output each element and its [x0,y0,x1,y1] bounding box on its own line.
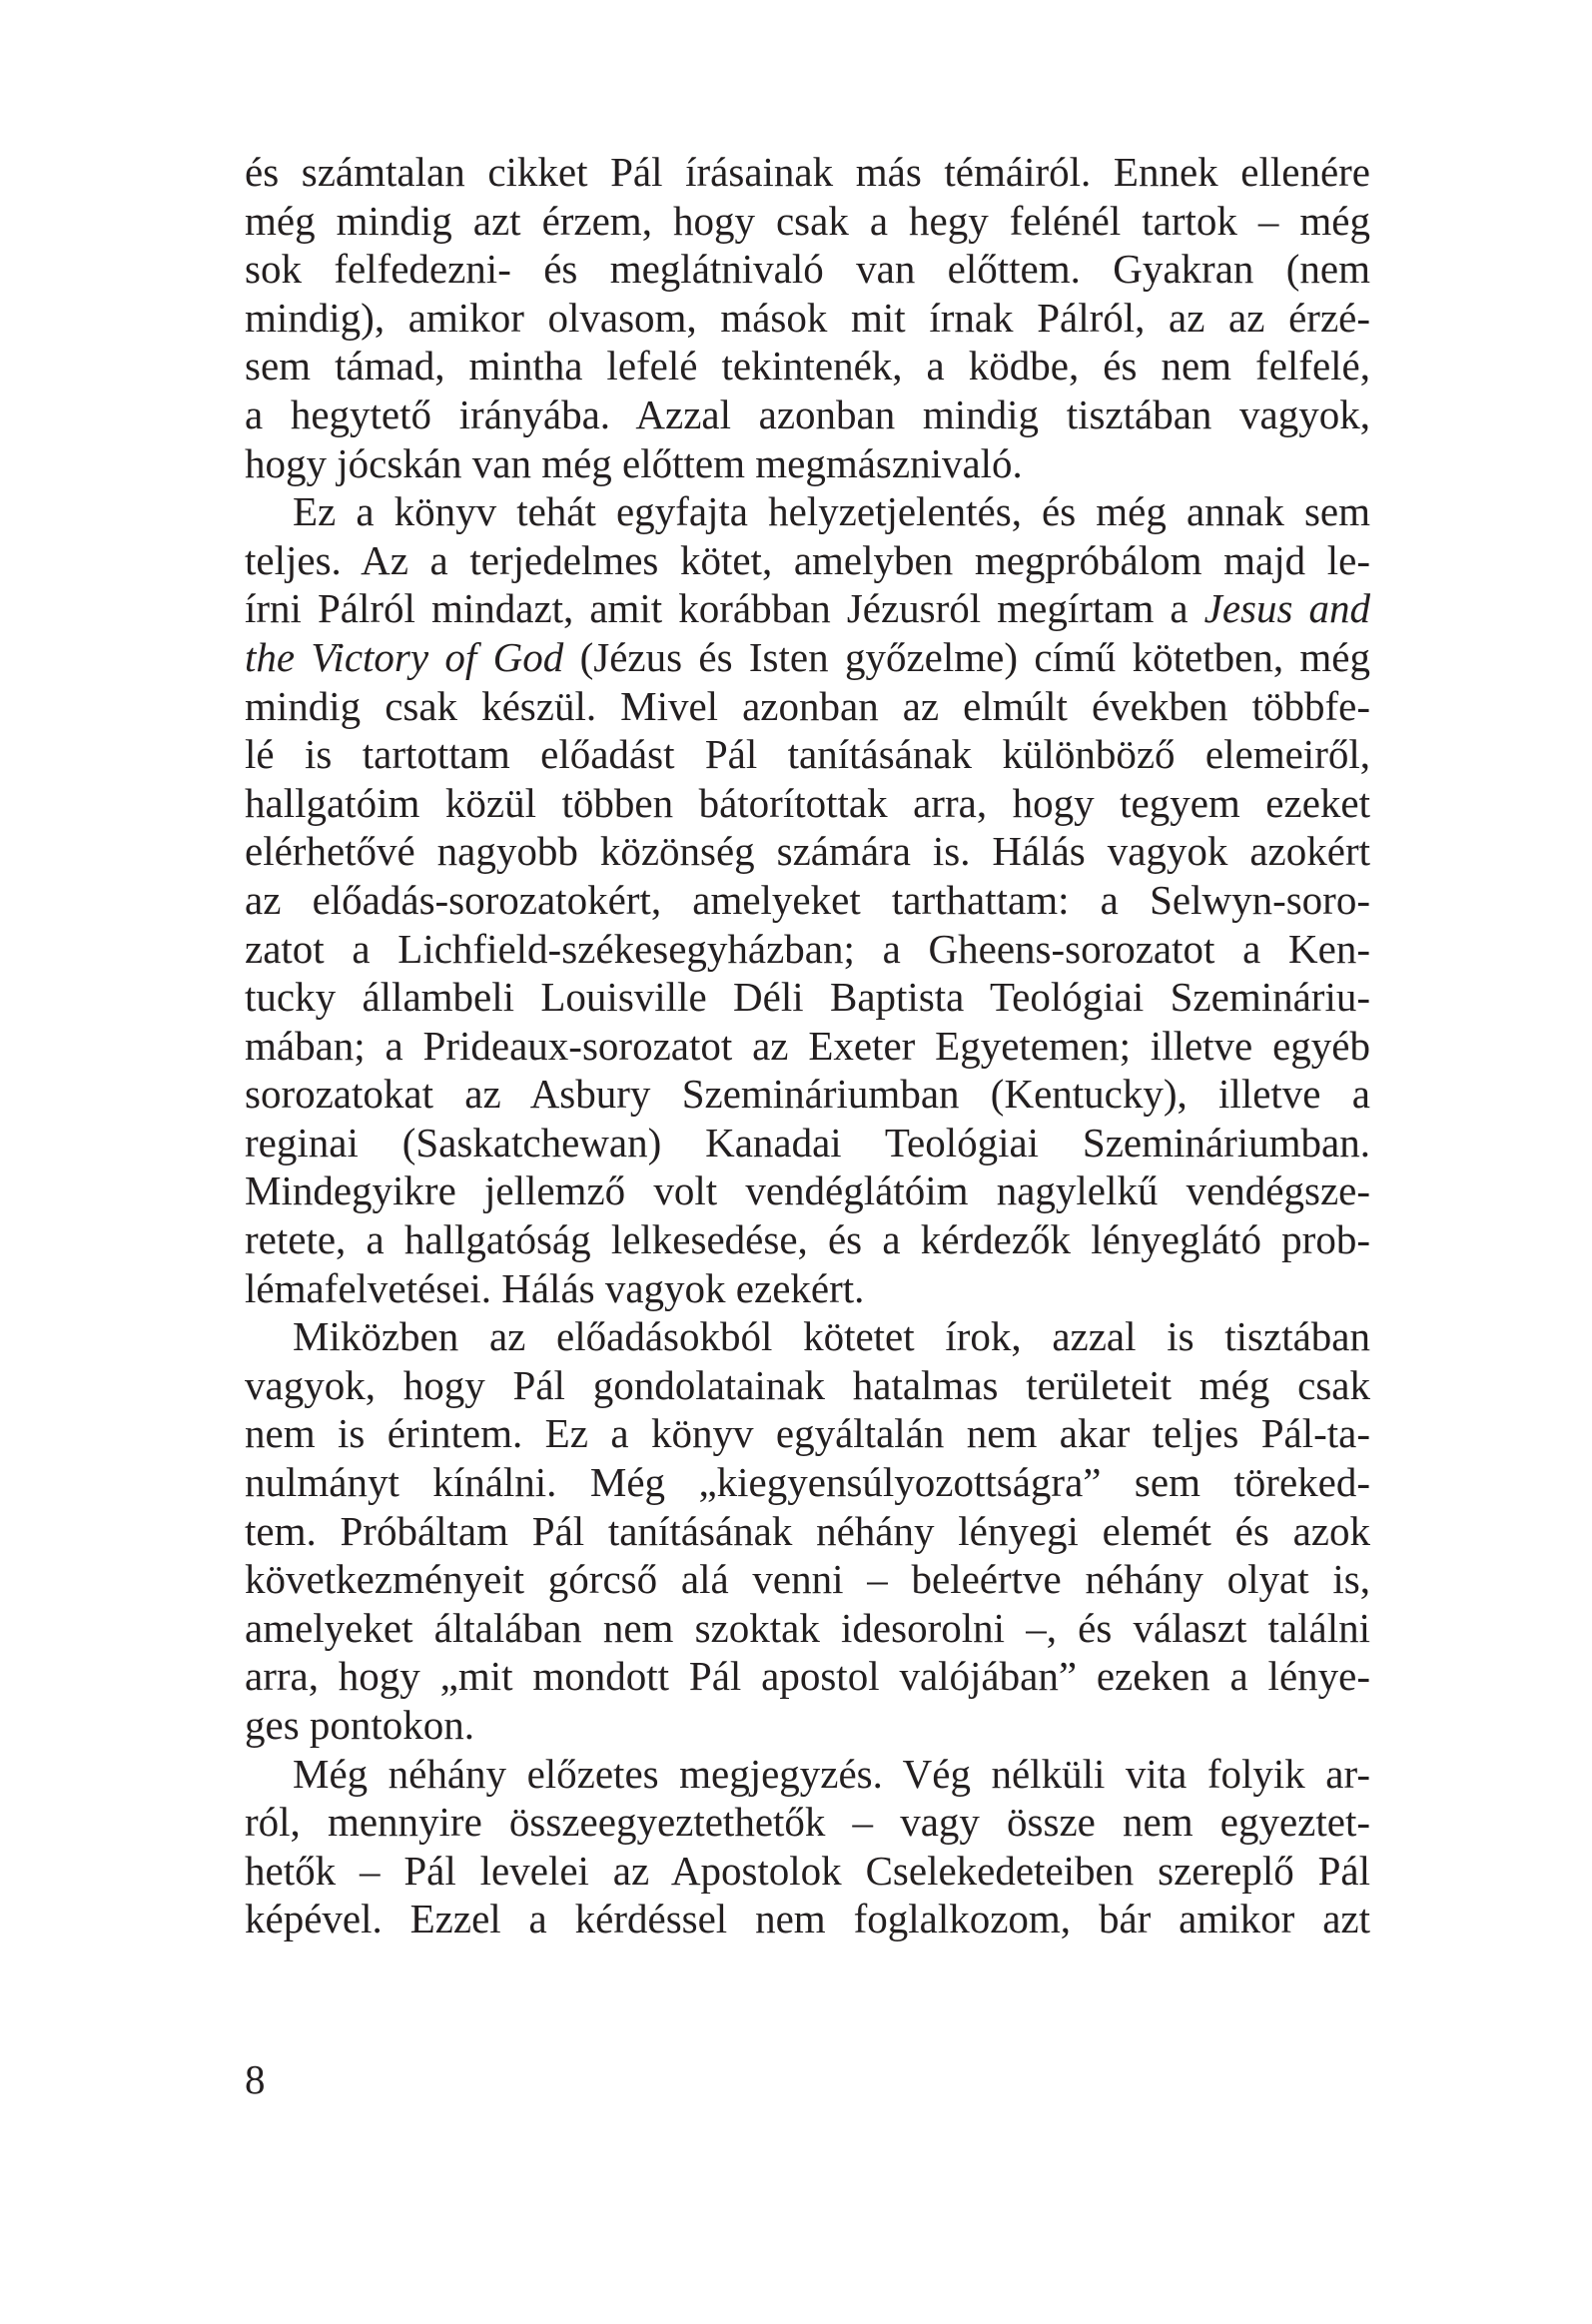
line-text: lé is tartottam előadást Pál tanításának különböző elemeiről, [245,731,1370,778]
line-text: amelyeket általában nem szoktak idesorolni –, és választ találni [245,1604,1370,1651]
line-text: mában; a Prideaux-sorozatot az Exeter Egyetemen; illetve egyéb [245,1022,1370,1069]
line-text: hallgatóim közül többen bátorítottak arra, hogy tegyem ezeket [245,779,1370,826]
text-line [245,633,1370,682]
text-line [245,197,1370,246]
text-line [245,1507,1370,1556]
text-line [245,1798,1370,1847]
text-line [245,1166,1370,1215]
line-text: és számtalan cikket Pál írásainak más témáiról. Ennek ellenére [245,149,1370,195]
text-line [245,1458,1370,1507]
text-line [245,1264,1370,1313]
page-number: 8 [245,2056,266,2102]
text-line [245,973,1370,1022]
text-line [245,294,1370,343]
line-text: retete, a hallgatóság lelkesedése, és a kérdezők lényeglátó prob- [245,1216,1370,1263]
text-line [245,342,1370,390]
text-line [245,245,1370,294]
text-line [245,1119,1370,1167]
text-line [245,1895,1370,1943]
text-line [245,925,1370,974]
line-text: mindig), amikor olvasom, mások mit írnak Pálról, az az érzé- [245,294,1370,341]
text-line [245,1847,1370,1896]
italic-title-text: the Victory of God [245,633,564,680]
line-text: az előadás-sorozatokért, amelyeket tarthattam: a Selwyn-soro- [245,876,1370,923]
line-text: tucky állambeli Louisville Déli Baptista Teológiai Szemináriu- [245,974,1370,1021]
line-text: arra, hogy „mit mondott Pál apostol valójában” ezeken a lénye- [245,1653,1370,1700]
line-text: (Jézus és Isten győzelme) című kötetben, még [563,633,1370,680]
text-line [245,1022,1370,1071]
text-line [245,1604,1370,1653]
text-line [245,1555,1370,1604]
text-line [245,1750,1370,1799]
line-text: vagyok, hogy Pál gondolatainak hatalmas területeit még csak [245,1361,1370,1408]
text-line [245,1409,1370,1458]
text-line [245,487,1370,536]
line-text: még mindig azt érzem, hogy csak a hegy felénél tartok – még [245,197,1370,244]
line-text: Még néhány előzetes megjegyzés. Vég nélküli vita folyik ar- [293,1750,1370,1797]
text-line [245,1361,1370,1410]
line-text: hetők – Pál levelei az Apostolok Cselekedeteiben szereplő Pál [245,1847,1370,1894]
text-line [245,148,1370,197]
line-text: Ez a könyv tehát egyfajta helyzetjelentés, és még annak sem [293,488,1370,535]
line-text: lémafelvetései. Hálás vagyok ezekért. [245,1264,865,1311]
line-text: Mindegyikre jellemző volt vendéglátóim nagylelkű vendégsze- [245,1167,1370,1214]
line-text: sem támad, mintha lefelé tekintenék, a ködbe, és nem felfelé, [245,343,1370,389]
line-text: Miközben az előadásokból kötetet írok, azzal is tisztában [293,1313,1370,1360]
line-text: sok felfedezni- és meglátnivaló van előttem. Gyakran (nem [245,246,1370,293]
text-line [245,1652,1370,1701]
text-line [245,1215,1370,1264]
text-line [245,1312,1370,1361]
text-line [245,827,1370,876]
line-text: következményeit górcső alá venni – beleértve néhány olyat is, [245,1556,1370,1603]
text-line [245,876,1370,925]
text-line [245,779,1370,828]
text-line [245,390,1370,439]
text-line [245,584,1370,633]
italic-title-text: Jesus and [1203,585,1370,632]
line-text: reginai (Saskatchewan) Kanadai Teológiai Szemináriumban. [245,1119,1370,1165]
line-text: tem. Próbáltam Pál tanításának néhány lényegi elemét és azok [245,1507,1370,1554]
text-line [245,1701,1370,1750]
line-text: képével. Ezzel a kérdéssel nem foglalkozom, bár amikor azt [245,1896,1370,1942]
line-text: mindig csak készül. Mivel azonban az elmúlt években többfe- [245,682,1370,729]
line-text: írni Pálról mindazt, amit korábban Jézusról megírtam a [245,585,1204,632]
line-text: a hegytető irányába. Azzal azonban mindig tisztában vagyok, [245,390,1370,437]
text-line [245,1070,1370,1119]
line-text: ges pontokon. [245,1702,475,1748]
line-text: nulmányt kínálni. Még „kiegyensúlyozottságra” sem töreked- [245,1459,1370,1506]
line-text: zatot a Lichfield-székesegyházban; a Gheens-sorozatot a Ken- [245,925,1370,972]
text-line [245,536,1370,585]
line-text: ról, mennyire összeegyeztethetők – vagy össze nem egyeztet- [245,1799,1370,1846]
text-line [245,439,1370,488]
line-text: teljes. Az a terjedelmes kötet, amelyben megpróbálom majd le- [245,536,1370,583]
text-line [245,730,1370,779]
line-text: nem is érintem. Ez a könyv egyáltalán nem akar teljes Pál-ta- [245,1410,1370,1457]
line-text: hogy jócskán van még előttem megmásznivaló. [245,439,1023,486]
body-text [245,148,1370,1943]
text-line [245,682,1370,731]
line-text: elérhetővé nagyobb közönség számára is. Hálás vagyok azokért [245,828,1370,875]
line-text: sorozatokat az Asbury Szemináriumban (Kentucky), illetve a [245,1071,1370,1118]
